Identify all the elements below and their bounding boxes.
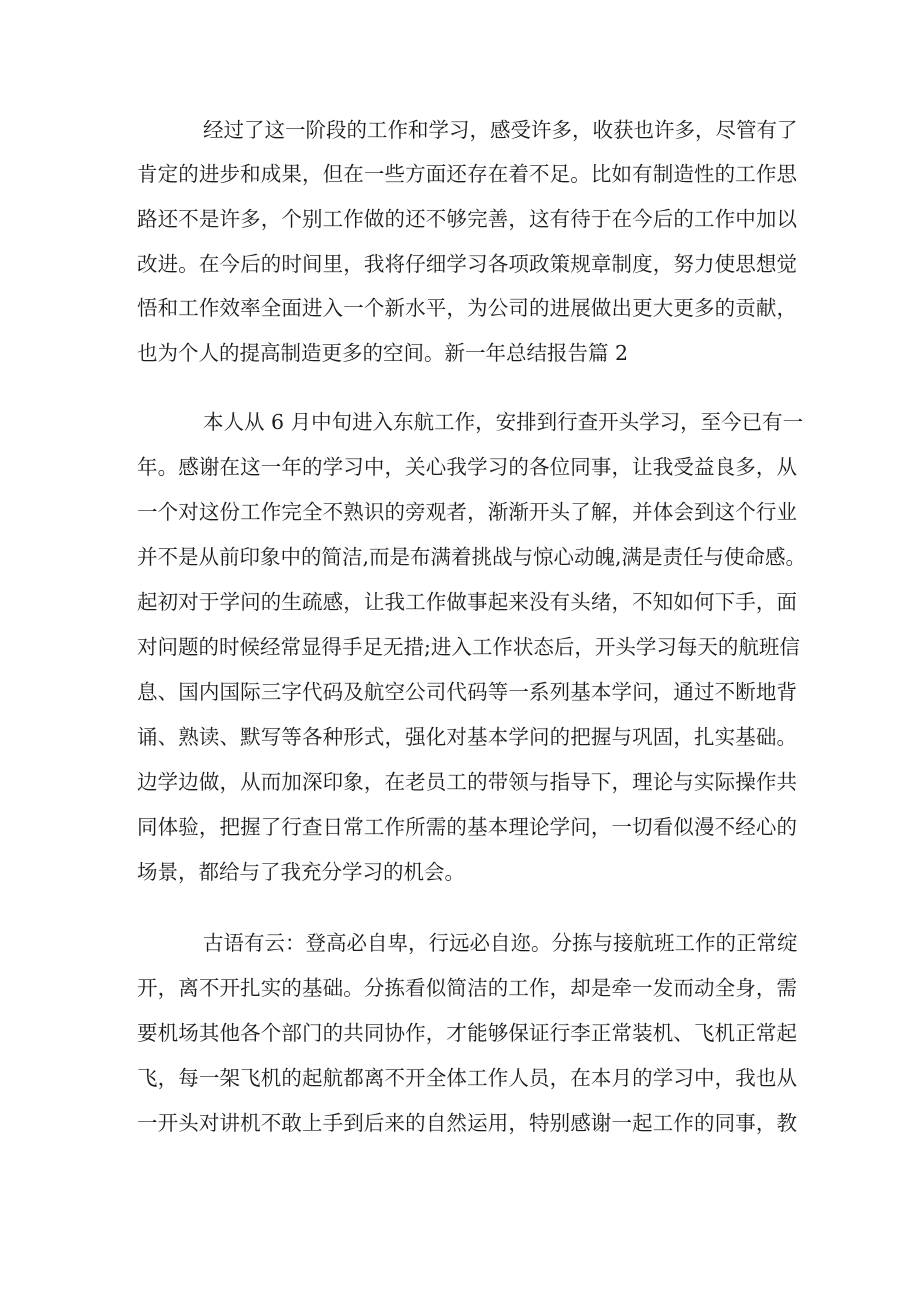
- paragraph-2-line-8: 诵、熟读、默写等各种形式，强化对基本学问的把握与巩固，扎实基础。: [137, 725, 797, 749]
- paragraph-2-line-11: 场景，都给与了我充分学习的机会。: [137, 860, 465, 884]
- paragraph-1-line-1: 经过了这一阶段的工作和学习，感受许多，收获也许多，尽管有了: [203, 118, 798, 142]
- paragraph-2-line-2: 年。感谢在这一年的学习中，关心我学习的各位同事，让我受益良多，从: [137, 455, 797, 479]
- paragraph-3-line-4: 飞，每一架飞机的起航都离不开全体工作人员，在本月的学习中，我也从: [137, 1066, 797, 1090]
- paragraph-1-line-2: 肯定的进步和成果，但在一些方面还存在着不足。比如有制造性的工作思: [137, 162, 797, 186]
- paragraph-2-line-3: 一个对这份工作完全不熟识的旁观者，渐渐开头了解，并体会到这个行业: [137, 500, 797, 524]
- paragraph-3-line-5: 一开头对讲机不敢上手到后来的自然运用，特别感谢一起工作的同事，教: [137, 1111, 797, 1135]
- paragraph-1-line-4: 改进。在今后的时间里，我将仔细学习各项政策规章制度，努力使思想觉: [137, 252, 797, 276]
- paragraph-3-line-2: 开，离不开扎实的基础。分拣看似简洁的工作，却是牵一发而动全身，需: [137, 976, 797, 1000]
- paragraph-2-line-7: 息、国内国际三字代码及航空公司代码等一系列基本学问，通过不断地背: [137, 680, 797, 704]
- paragraph-3-line-3: 要机场其他各个部门的共同协作，才能够保证行李正常装机、飞机正常起: [137, 1021, 797, 1045]
- paragraph-1-line-5: 悟和工作效率全面进入一个新水平，为公司的进展做出更大更多的贡献，: [137, 296, 797, 320]
- paragraph-2-line-4: 并不是从前印象中的简洁,而是布满着挑战与惊心动魄,满是责任与使命感。: [137, 545, 807, 569]
- paragraph-3-line-1: 古语有云：登高必自卑，行远必自迩。分拣与接航班工作的正常绽: [203, 931, 798, 955]
- paragraph-1-line-3: 路还不是许多，个别工作做的还不够完善，这有待于在今后的工作中加以: [137, 207, 797, 231]
- paragraph-2-line-1: 本人从 6 月中旬进入东航工作，安排到行查开头学习，至今已有一: [203, 410, 804, 434]
- paragraph-2-line-10: 同体验，把握了行查日常工作所需的基本理论学问，一切看似漫不经心的: [137, 815, 797, 839]
- paragraph-2-line-6: 对问题的时候经常显得手足无措;进入工作状态后，开头学习每天的航班信: [137, 635, 800, 659]
- paragraph-1-line-6: 也为个人的提高制造更多的空间。新一年总结报告篇 2: [137, 341, 629, 365]
- paragraph-2-line-9: 边学边做，从而加深印象，在老员工的带领与指导下，理论与实际操作共: [137, 770, 797, 794]
- paragraph-2-line-5: 起初对于学问的生疏感，让我工作做事起来没有头绪，不知如何下手，面: [137, 590, 797, 614]
